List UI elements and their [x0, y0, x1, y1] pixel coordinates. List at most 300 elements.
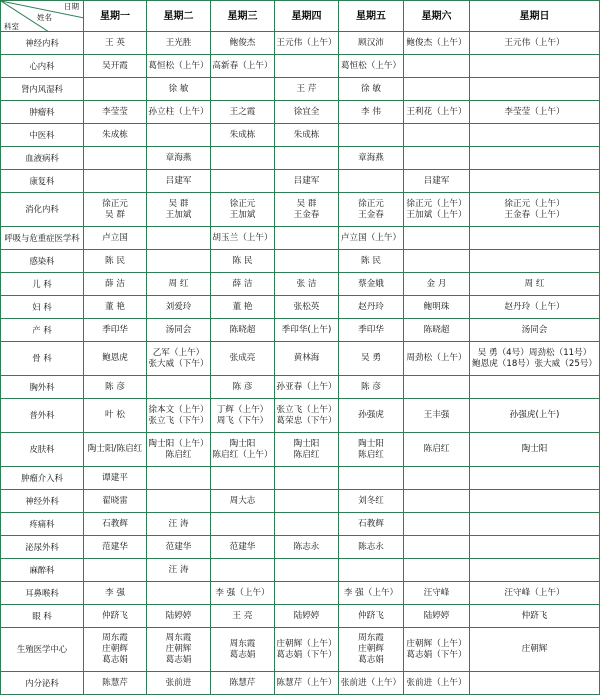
schedule-cell [470, 399, 600, 433]
doctor-entry: 葛志娟（下午） [406, 649, 467, 660]
schedule-cell [147, 296, 211, 319]
table-row [1, 319, 600, 342]
doctor-entry: 鲍恩虎（18号）张大威（25号） [472, 358, 597, 369]
schedule-cell [339, 433, 404, 467]
schedule-cell [339, 672, 404, 695]
doctor-entry: 吴 群 [105, 209, 125, 220]
schedule-cell [211, 124, 275, 147]
schedule-cell [404, 376, 470, 399]
schedule-cell [404, 536, 470, 559]
schedule-cell [275, 170, 339, 193]
doctor-entry: 徐正元 [229, 198, 256, 209]
schedule-cell [404, 273, 470, 296]
schedule-cell [211, 628, 275, 672]
schedule-cell [275, 296, 339, 319]
schedule-cell [470, 342, 600, 376]
schedule-cell [211, 513, 275, 536]
doctor-entry: 张前进（上午） [406, 677, 467, 688]
schedule-cell [339, 399, 404, 433]
schedule-cell [147, 559, 211, 582]
doctor-entry: 陈启红 [165, 449, 192, 460]
header-row [1, 1, 600, 32]
doctor-entry: 吕建军 [423, 175, 450, 186]
schedule-cell [339, 559, 404, 582]
doctor-entry: 陆婷婷 [423, 610, 450, 621]
doctor-entry: 陈 民 [232, 255, 253, 266]
schedule-cell [211, 296, 275, 319]
day-header-wednesday: 星期三 [211, 1, 275, 32]
schedule-cell [84, 124, 147, 147]
doctor-entry: 薛 洁 [105, 278, 125, 289]
doctor-entry: 陈启红 [358, 449, 384, 460]
schedule-cell [470, 582, 600, 605]
doctor-entry: 季印华 [102, 324, 128, 335]
schedule-cell [84, 319, 147, 342]
department-cell: 皮肤科 [1, 433, 84, 467]
doctor-entry: 陈 民 [361, 255, 381, 266]
department-cell: 胸外科 [1, 376, 84, 399]
table-row [1, 55, 600, 78]
schedule-cell [275, 342, 339, 376]
doctor-entry: 孙亚春（上午） [276, 381, 337, 392]
doctor-entry: 张成亮 [229, 353, 256, 363]
schedule-cell [147, 147, 211, 170]
schedule-cell [84, 559, 147, 582]
doctor-entry: 王元伟（上午） [504, 37, 565, 48]
doctor-entry: 徐 敏 [361, 83, 381, 94]
schedule-cell [470, 319, 600, 342]
schedule-cell [211, 319, 275, 342]
schedule-cell [404, 513, 470, 536]
schedule-cell [84, 490, 147, 513]
doctor-entry: 王元伟（上午） [276, 37, 337, 48]
doctor-entry: 石教辉 [102, 518, 128, 529]
doctor-entry: 王 芹 [296, 83, 317, 94]
schedule-cell [211, 170, 275, 193]
department-cell: 普外科 [1, 399, 84, 433]
schedule-cell [339, 296, 404, 319]
schedule-cell [404, 170, 470, 193]
doctor-entry: 葛恒松（上午） [340, 60, 402, 71]
doctor-entry: 董 艳 [105, 301, 125, 312]
schedule-cell [84, 170, 147, 193]
doctor-entry: 王 英 [105, 37, 125, 48]
department-cell: 消化内科 [1, 193, 84, 227]
doctor-entry: 陈慧芹 [229, 677, 256, 688]
schedule-cell [211, 559, 275, 582]
schedule-cell [404, 672, 470, 695]
doctor-entry: 庄朝辉（上午） [406, 638, 467, 649]
schedule-cell [404, 582, 470, 605]
doctor-entry: 王加斌 [165, 209, 192, 220]
doctor-entry: 刘冬红 [358, 495, 384, 506]
table-row [1, 376, 600, 399]
doctor-entry: 陈启红 [423, 444, 450, 454]
doctor-entry: 孙强虎(上午) [509, 410, 560, 420]
schedule-cell [275, 513, 339, 536]
doctor-entry: 陈 民 [105, 255, 125, 266]
schedule-cell [211, 536, 275, 559]
schedule-cell [147, 513, 211, 536]
schedule-cell [339, 467, 404, 490]
doctor-entry: 周飞（下午） [216, 415, 269, 426]
schedule-cell [275, 32, 339, 55]
doctor-entry: 朱成栋 [102, 129, 128, 140]
doctor-entry: 仲跻飞 [102, 610, 128, 621]
doctor-entry: 赵丹玲（上午） [504, 301, 565, 312]
schedule-cell [470, 147, 600, 170]
doctor-entry: 葛志娟 [358, 655, 384, 665]
department-cell: 神经外科 [1, 490, 84, 513]
schedule-cell [275, 605, 339, 628]
schedule-cell [84, 433, 147, 467]
department-cell: 麻醉科 [1, 559, 84, 582]
schedule-cell [211, 193, 275, 227]
table-row [1, 78, 600, 101]
schedule-cell [147, 250, 211, 273]
doctor-entry: 庄朝辉 [358, 644, 384, 654]
schedule-cell [275, 78, 339, 101]
doctor-entry: 陈 彦 [232, 381, 253, 392]
department-cell: 耳鼻喉科 [1, 582, 84, 605]
schedule-cell [275, 490, 339, 513]
corner-name-label: 姓名 [37, 13, 52, 22]
doctor-entry: 王加斌 [229, 209, 256, 220]
doctor-entry: 吴 勇 [361, 353, 381, 363]
corner-dept-label: 科室 [4, 22, 19, 31]
schedule-cell [275, 376, 339, 399]
schedule-cell [147, 582, 211, 605]
table-row [1, 273, 600, 296]
doctor-entry: 乙军（上午） [152, 347, 205, 358]
schedule-cell [275, 227, 339, 250]
schedule-cell [339, 628, 404, 672]
table-row [1, 605, 600, 628]
doctor-entry: 李 伟 [361, 106, 381, 117]
doctor-entry: 陶士阳 [293, 438, 320, 449]
doctor-entry: 吴 群 [296, 198, 317, 209]
doctor-entry: 周劲松（上午） [406, 353, 467, 363]
schedule-cell [147, 467, 211, 490]
doctor-entry: 孙立柱（上午） [148, 106, 209, 117]
doctor-entry: 王光胜 [165, 37, 192, 48]
doctor-entry: 王金春（上午） [504, 209, 565, 220]
schedule-cell [84, 399, 147, 433]
schedule-cell [84, 628, 147, 672]
schedule-cell [84, 193, 147, 227]
doctor-entry: 汤同会 [521, 324, 548, 335]
doctor-entry: 章海燕 [358, 152, 384, 163]
doctor-entry: 范建华 [165, 541, 192, 552]
schedule-cell [470, 101, 600, 124]
doctor-entry: 周大志 [229, 495, 256, 506]
schedule-cell [470, 628, 600, 672]
doctor-entry: 翟晓雷 [102, 495, 128, 506]
schedule-cell [147, 124, 211, 147]
department-cell: 神经内科 [1, 32, 84, 55]
doctor-entry: 王金春 [293, 209, 320, 220]
doctor-entry: 刘爱玲 [165, 301, 192, 312]
department-cell: 康复科 [1, 170, 84, 193]
day-header-saturday: 星期六 [404, 1, 470, 32]
schedule-cell [84, 467, 147, 490]
department-cell: 眼 科 [1, 605, 84, 628]
schedule-cell [339, 124, 404, 147]
doctor-entry: 张前进（上午） [340, 677, 402, 688]
schedule-cell [147, 628, 211, 672]
schedule-cell [147, 55, 211, 78]
doctor-entry: 谭建平 [102, 472, 128, 483]
schedule-cell [84, 342, 147, 376]
table-row [1, 227, 600, 250]
doctor-entry: 王 亮 [232, 610, 253, 621]
doctor-entry: 叶 松 [105, 410, 125, 420]
schedule-cell [84, 227, 147, 250]
schedule-cell [339, 536, 404, 559]
schedule-cell [470, 559, 600, 582]
doctor-entry: 王金春 [358, 209, 384, 220]
doctor-entry: 徐正元（上午） [406, 198, 467, 209]
table-row [1, 342, 600, 376]
schedule-cell [404, 433, 470, 467]
schedule-cell [211, 467, 275, 490]
schedule-cell [404, 147, 470, 170]
doctor-entry: 周东霞 [358, 633, 384, 643]
schedule-cell [339, 490, 404, 513]
schedule-cell [404, 78, 470, 101]
schedule-cell [339, 147, 404, 170]
doctor-entry: 吴 勇（4号）周劲松（11号） [477, 347, 592, 358]
doctor-entry: 李 强（上午） [215, 587, 270, 598]
schedule-cell [275, 467, 339, 490]
doctor-entry: 顾汉沛 [358, 37, 384, 48]
table-row [1, 433, 600, 467]
doctor-entry: 薛 洁 [232, 278, 253, 289]
schedule-cell [339, 342, 404, 376]
day-header-tuesday: 星期二 [147, 1, 211, 32]
schedule-cell [275, 399, 339, 433]
schedule-cell [84, 78, 147, 101]
doctor-entry: 陆婷婷 [165, 610, 192, 621]
schedule-cell [404, 342, 470, 376]
schedule-cell [147, 536, 211, 559]
doctor-entry: 汪守峰 [423, 587, 450, 598]
schedule-cell [84, 582, 147, 605]
doctor-entry: 董 艳 [232, 301, 253, 312]
doctor-entry: 葛荣忠（下午） [276, 415, 337, 426]
doctor-entry: 吴开霞 [102, 60, 128, 71]
doctor-entry: 王加斌（上午） [406, 209, 467, 220]
doctor-entry: 张大威（下午） [148, 358, 209, 369]
schedule-cell [339, 250, 404, 273]
doctor-entry: 陆婷婷 [293, 610, 320, 621]
doctor-entry: 章海燕 [165, 152, 192, 163]
schedule-cell [147, 490, 211, 513]
schedule-cell [147, 433, 211, 467]
schedule-cell [339, 193, 404, 227]
doctor-entry: 黄林海 [293, 353, 320, 363]
department-cell: 妇 科 [1, 296, 84, 319]
doctor-entry: 陶士阳 [521, 444, 548, 454]
table-row [1, 490, 600, 513]
schedule-cell [404, 399, 470, 433]
schedule-cell [404, 296, 470, 319]
schedule-cell [147, 605, 211, 628]
doctor-entry: 葛志娟 [229, 649, 256, 660]
schedule-cell [339, 605, 404, 628]
schedule-cell [470, 250, 600, 273]
schedule-cell [147, 273, 211, 296]
schedule-cell [339, 227, 404, 250]
doctor-entry: 陈晓超 [229, 324, 256, 335]
doctor-entry: 陈启红 [293, 449, 320, 460]
schedule-cell [339, 78, 404, 101]
schedule-cell [147, 78, 211, 101]
doctor-entry: 陶士阳 [229, 438, 256, 449]
schedule-cell [147, 399, 211, 433]
schedule-cell [404, 124, 470, 147]
department-cell: 心内科 [1, 55, 84, 78]
day-header-sunday: 星期日 [470, 1, 600, 32]
doctor-entry: 蔡金娥 [358, 278, 384, 289]
doctor-entry: 李 强 [105, 587, 125, 598]
schedule-cell [211, 376, 275, 399]
doctor-entry: 仲跻飞 [358, 610, 384, 621]
table-row [1, 399, 600, 433]
doctor-entry: 徐正元（上午） [504, 198, 565, 209]
table-row [1, 170, 600, 193]
schedule-cell [470, 513, 600, 536]
schedule-cell [147, 342, 211, 376]
schedule-cell [211, 273, 275, 296]
doctor-entry: 葛恒松（上午） [148, 60, 209, 71]
doctor-entry: 周东霞 [229, 638, 256, 649]
schedule-cell [275, 319, 339, 342]
schedule-cell [84, 55, 147, 78]
schedule-cell [404, 605, 470, 628]
doctor-entry: 庄朝辉 [521, 644, 548, 654]
schedule-cell [470, 193, 600, 227]
doctor-entry: 陶士阳 [358, 438, 384, 449]
doctor-entry: 徐正元 [102, 198, 128, 209]
department-cell: 产 科 [1, 319, 84, 342]
doctor-entry: 高新春（上午） [212, 60, 273, 71]
department-cell: 肿瘤科 [1, 101, 84, 124]
doctor-entry: 葛志娟 [165, 655, 192, 665]
schedule-cell [275, 55, 339, 78]
schedule-cell [275, 124, 339, 147]
table-row [1, 250, 600, 273]
doctor-entry: 徐宜全 [293, 106, 320, 117]
schedule-cell [211, 55, 275, 78]
schedule-cell [470, 32, 600, 55]
doctor-entry: 徐本文（上午） [148, 404, 209, 415]
schedule-cell [211, 101, 275, 124]
schedule-cell [404, 628, 470, 672]
schedule-cell [147, 227, 211, 250]
doctor-entry: 张松英 [293, 301, 320, 312]
schedule-cell [211, 582, 275, 605]
schedule-cell [404, 32, 470, 55]
schedule-cell [84, 376, 147, 399]
doctor-entry: 周东霞 [102, 633, 128, 643]
schedule-cell [147, 101, 211, 124]
schedule-cell [211, 605, 275, 628]
schedule-cell [211, 399, 275, 433]
doctor-entry: 周 红 [168, 278, 189, 289]
schedule-cell [211, 490, 275, 513]
schedule-cell [404, 250, 470, 273]
doctor-entry: 胡玉兰（上午） [212, 232, 273, 243]
schedule-cell [470, 536, 600, 559]
doctor-entry: 陈慧芹 [102, 677, 128, 688]
department-cell: 血液病科 [1, 147, 84, 170]
doctor-entry: 陈 彦 [361, 381, 381, 392]
schedule-cell [470, 227, 600, 250]
schedule-cell [84, 672, 147, 695]
day-header-monday: 星期一 [84, 1, 147, 32]
schedule-cell [211, 250, 275, 273]
schedule-cell [211, 78, 275, 101]
table-row [1, 513, 600, 536]
schedule-cell [211, 672, 275, 695]
table-row [1, 559, 600, 582]
table-row [1, 582, 600, 605]
schedule-cell [404, 319, 470, 342]
department-cell: 泌尿外科 [1, 536, 84, 559]
schedule-cell [211, 32, 275, 55]
doctor-entry: 李莹莹 [102, 106, 128, 117]
doctor-entry: 陈启红（上午） [212, 449, 273, 460]
department-cell: 肿瘤介入科 [1, 467, 84, 490]
doctor-entry: 庄朝辉 [102, 644, 128, 654]
schedule-cell [470, 78, 600, 101]
schedule-cell [147, 193, 211, 227]
doctor-entry: 吕建军 [293, 175, 320, 186]
schedule-cell [339, 582, 404, 605]
department-cell: 骨 科 [1, 342, 84, 376]
schedule-cell [147, 32, 211, 55]
doctor-entry: 汪 涛 [168, 518, 189, 529]
schedule-cell [404, 193, 470, 227]
doctor-entry: 徐正元 [358, 198, 384, 209]
table-row [1, 536, 600, 559]
doctor-entry: 周东霞 [165, 633, 192, 643]
doctor-entry: 鲍俊杰 [229, 37, 256, 48]
department-cell: 呼吸与危重症医学科 [1, 227, 84, 250]
schedule-cell [470, 124, 600, 147]
schedule-cell [211, 433, 275, 467]
corner-date-label: 日期 [64, 2, 79, 11]
doctor-entry: 张立飞（上午） [276, 404, 337, 415]
schedule-cell [275, 273, 339, 296]
doctor-entry: 鲍俊杰（上午） [406, 37, 467, 48]
schedule-cell [275, 250, 339, 273]
schedule-cell [84, 605, 147, 628]
doctor-entry: 汪守峰（上午） [504, 587, 565, 598]
doctor-entry: 张立飞（下午） [148, 415, 209, 426]
schedule-cell [275, 101, 339, 124]
schedule-cell [339, 55, 404, 78]
doctor-entry: 鲍恩虎 [102, 353, 128, 363]
doctor-entry: 张 洁 [296, 278, 317, 289]
schedule-cell [275, 628, 339, 672]
schedule-cell [211, 147, 275, 170]
table-row [1, 124, 600, 147]
schedule-cell [147, 170, 211, 193]
table-row [1, 193, 600, 227]
schedule-cell [275, 582, 339, 605]
